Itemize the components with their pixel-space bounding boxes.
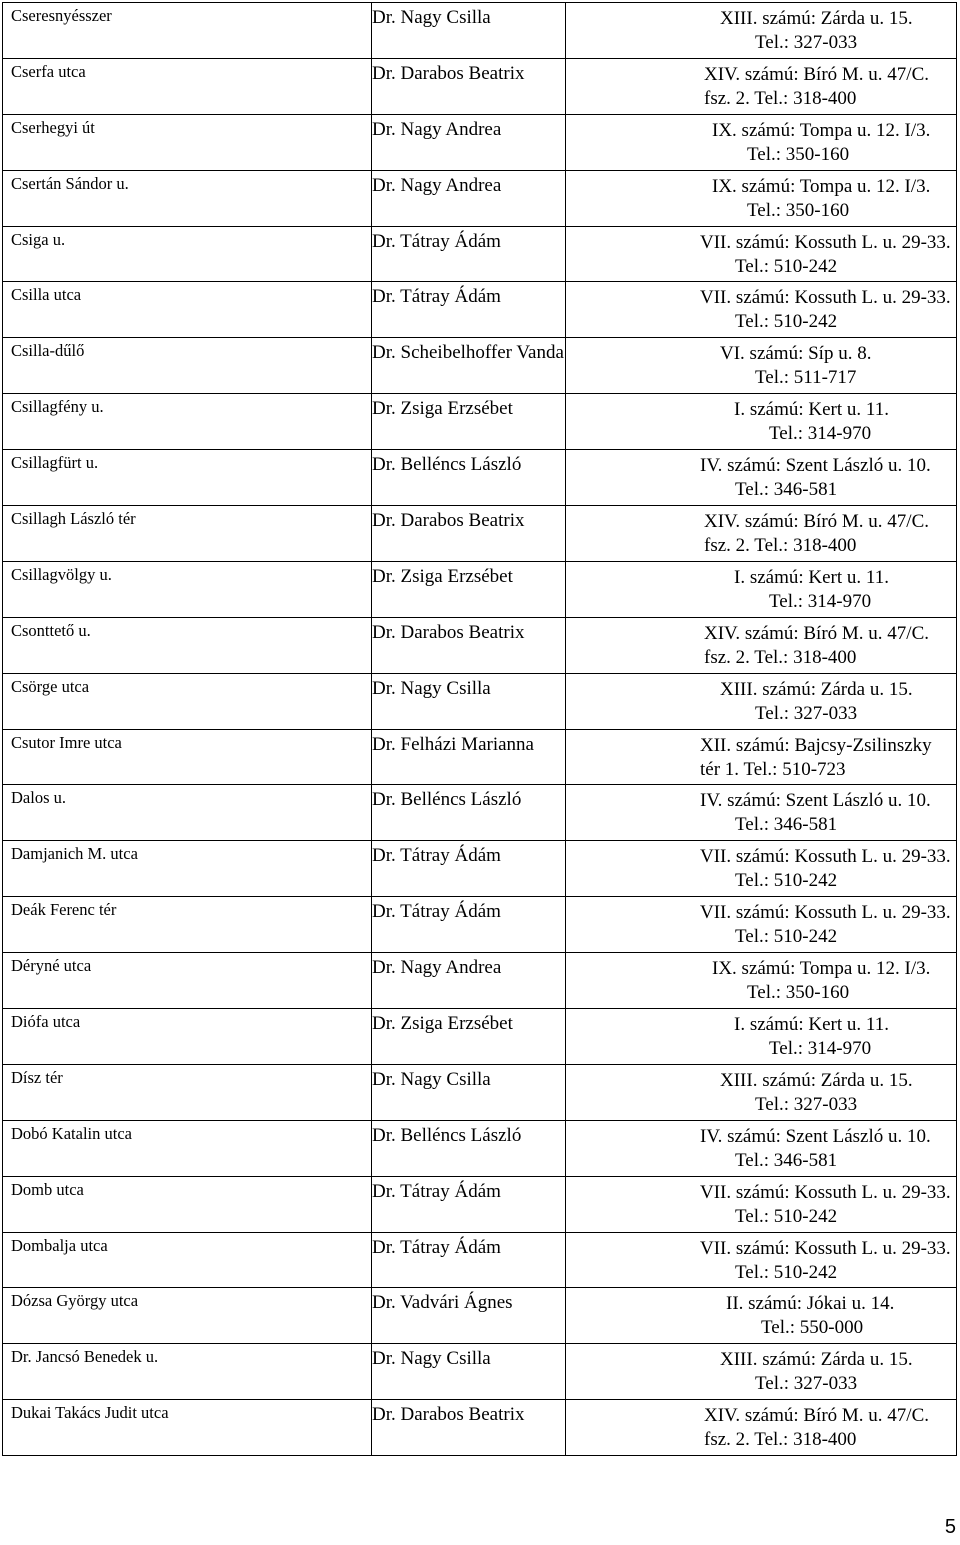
street-name: Csillagh László tér <box>11 509 136 529</box>
street-name-cell <box>3 953 372 1009</box>
office-address: IX. számú: Tompa u. 12. I/3. <box>712 175 931 197</box>
address-cell <box>566 1176 957 1232</box>
office-address: VII. számú: Kossuth L. u. 29-33. <box>700 231 951 253</box>
doctor-name-cell <box>372 1232 566 1288</box>
address-cell <box>566 729 957 785</box>
address-cell <box>566 953 957 1009</box>
office-address: I. számú: Kert u. 11. <box>734 566 889 588</box>
office-address: XIII. számú: Zárda u. 15. <box>720 8 913 29</box>
address-cell <box>566 1009 957 1065</box>
table-row <box>3 841 957 897</box>
doctor-name-cell <box>372 729 566 785</box>
office-address: VII. számú: Kossuth L. u. 29-33. <box>700 1181 951 1203</box>
street-name: Csillagvölgy u. <box>11 564 112 584</box>
doctor-name: Dr. Zsiga Erzsébet <box>372 1013 513 1035</box>
address-cell <box>566 338 957 394</box>
doctor-name: Dr. Belléncs László <box>372 1124 522 1146</box>
street-name: Csonttető u. <box>11 620 91 640</box>
office-phone: Tel.: 327-033 <box>755 32 858 53</box>
office-address: XII. számú: Bajcsy-Zsilinszky <box>700 734 932 756</box>
street-name: Dalos u. <box>11 788 66 808</box>
doctor-name-cell <box>372 450 566 506</box>
address-cell <box>566 1120 957 1176</box>
doctor-name-cell <box>372 617 566 673</box>
street-name: Domb utca <box>11 1179 84 1199</box>
street-name-cell <box>3 673 372 729</box>
table-row <box>3 1009 957 1065</box>
street-name-cell <box>3 1176 372 1232</box>
table-row <box>3 1288 957 1344</box>
office-address: IV. számú: Szent László u. 10. <box>700 1125 931 1147</box>
address-cell <box>566 3 957 59</box>
street-name: Dobó Katalin utca <box>11 1123 132 1143</box>
table-row <box>3 1064 957 1120</box>
office-phone: Tel.: 327-033 <box>755 1373 858 1395</box>
address-cell <box>566 282 957 338</box>
table-row <box>3 617 957 673</box>
street-name-cell <box>3 338 372 394</box>
address-cell <box>566 1232 957 1288</box>
office-address: XIII. számú: Zárda u. 15. <box>720 1349 913 1371</box>
doctor-name-cell <box>372 1064 566 1120</box>
doctor-name-cell <box>372 114 566 170</box>
doctor-name: Dr. Nagy Csilla <box>372 1068 491 1090</box>
table-row <box>3 785 957 841</box>
table-row <box>3 338 957 394</box>
table-row <box>3 729 957 785</box>
table-row <box>3 561 957 617</box>
street-name-cell <box>3 1288 372 1344</box>
street-name-cell <box>3 58 372 114</box>
street-name: Déryné utca <box>11 956 92 976</box>
street-name: Csillagfény u. <box>11 397 104 417</box>
office-address: XIV. számú: Bíró M. u. 47/C. <box>704 511 930 533</box>
office-address: II. számú: Jókai u. 14. <box>726 1293 895 1315</box>
office-phone: Tel.: 346-581 <box>735 1149 838 1171</box>
address-cell <box>566 841 957 897</box>
table-row <box>3 3 957 59</box>
office-address: IX. számú: Tompa u. 12. I/3. <box>712 958 931 980</box>
street-name: Dombalja utca <box>11 1235 108 1255</box>
office-address: IV. számú: Szent László u. 10. <box>700 790 931 812</box>
office-phone: tér 1. Tel.: 510-723 <box>700 758 846 780</box>
doctor-name: Dr. Zsiga Erzsébet <box>372 398 513 420</box>
office-phone: Tel.: 350-160 <box>747 982 850 1004</box>
office-phone: Tel.: 327-033 <box>755 702 858 724</box>
office-phone: Tel.: 350-160 <box>747 143 850 165</box>
office-address: IX. számú: Tompa u. 12. I/3. <box>712 119 931 141</box>
office-phone: Tel.: 510-242 <box>735 1261 838 1283</box>
table-row <box>3 673 957 729</box>
doctor-name: Dr. Nagy Csilla <box>372 7 491 28</box>
street-name: Csilla-dűlő <box>11 341 85 361</box>
table-row <box>3 450 957 506</box>
office-address: I. számú: Kert u. 11. <box>734 399 889 421</box>
office-phone: Tel.: 510-242 <box>735 255 838 277</box>
address-cell <box>566 897 957 953</box>
street-name-cell <box>3 282 372 338</box>
doctor-name: Dr. Nagy Csilla <box>372 677 491 699</box>
street-name: Csilla utca <box>11 285 82 305</box>
doctor-name-cell <box>372 282 566 338</box>
office-address: VII. számú: Kossuth L. u. 29-33. <box>700 287 951 309</box>
doctor-name: Dr. Tátray Ádám <box>372 845 501 867</box>
street-name-cell <box>3 506 372 562</box>
office-phone: Tel.: 510-242 <box>735 311 838 333</box>
doctor-name-cell <box>372 58 566 114</box>
page-number: 5 <box>944 1516 956 1538</box>
street-name: Cserfa utca <box>11 61 86 81</box>
doctor-name-cell <box>372 897 566 953</box>
address-cell <box>566 561 957 617</box>
office-phone: Tel.: 510-242 <box>735 926 838 948</box>
table-row <box>3 1344 957 1400</box>
street-name-cell <box>3 226 372 282</box>
office-address: XIII. számú: Zárda u. 15. <box>720 1069 913 1091</box>
office-phone: Tel.: 550-000 <box>761 1317 864 1339</box>
street-name-cell <box>3 114 372 170</box>
street-name-cell <box>3 617 372 673</box>
doctor-name: Dr. Belléncs László <box>372 789 522 811</box>
doctor-name: Dr. Tátray Ádám <box>372 1236 501 1258</box>
address-cell <box>566 1288 957 1344</box>
street-name-cell <box>3 3 372 59</box>
doctor-name: Dr. Darabos Beatrix <box>372 510 525 532</box>
table-row <box>3 953 957 1009</box>
table-row <box>3 1120 957 1176</box>
street-name: Dukai Takács Judit utca <box>11 1403 169 1423</box>
table-row <box>3 282 957 338</box>
doctor-name-cell <box>372 953 566 1009</box>
office-address: XIV. számú: Bíró M. u. 47/C. <box>704 1405 930 1427</box>
doctor-name: Dr. Darabos Beatrix <box>372 62 525 84</box>
street-name: Cserhegyi út <box>11 117 95 137</box>
office-address: XIV. számú: Bíró M. u. 47/C. <box>704 622 930 644</box>
address-cell <box>566 114 957 170</box>
doctor-name-cell <box>372 561 566 617</box>
street-name-cell <box>3 729 372 785</box>
office-address: XIII. számú: Zárda u. 15. <box>720 678 913 700</box>
office-address: VII. számú: Kossuth L. u. 29-33. <box>700 1237 951 1259</box>
street-name-cell <box>3 450 372 506</box>
table-row <box>3 114 957 170</box>
table-row <box>3 506 957 562</box>
doctor-name-cell <box>372 1400 566 1456</box>
street-name: Damjanich M. utca <box>11 844 138 864</box>
office-phone: fsz. 2. Tel.: 318-400 <box>704 1429 857 1451</box>
doctor-name: Dr. Scheibelhoffer Vanda <box>372 342 564 364</box>
office-phone: Tel.: 327-033 <box>755 1093 858 1115</box>
doctor-name: Dr. Tátray Ádám <box>372 901 501 923</box>
address-cell <box>566 450 957 506</box>
doctor-name-cell <box>372 338 566 394</box>
office-address: XIV. számú: Bíró M. u. 47/C. <box>704 63 930 85</box>
address-cell <box>566 1064 957 1120</box>
table-row <box>3 170 957 226</box>
address-cell <box>566 1344 957 1400</box>
street-name: Csutor Imre utca <box>11 732 122 752</box>
street-name: Dózsa György utca <box>11 1291 139 1311</box>
doctor-name: Dr. Belléncs László <box>372 454 522 476</box>
address-cell <box>566 58 957 114</box>
table-row <box>3 1400 957 1456</box>
doctor-name: Dr. Tátray Ádám <box>372 1180 501 1202</box>
street-name-cell <box>3 1064 372 1120</box>
address-cell <box>566 673 957 729</box>
district-table-body <box>3 3 957 1456</box>
street-name-cell <box>3 561 372 617</box>
address-cell <box>566 506 957 562</box>
office-phone: Tel.: 510-242 <box>735 870 838 892</box>
street-name: Diófa utca <box>11 1012 81 1032</box>
district-table <box>2 2 957 1456</box>
doctor-name: Dr. Felházi Marianna <box>372 733 534 755</box>
table-row <box>3 1176 957 1232</box>
doctor-name-cell <box>372 394 566 450</box>
office-phone: Tel.: 350-160 <box>747 199 850 221</box>
office-phone: Tel.: 314-970 <box>769 423 872 445</box>
office-address: VII. számú: Kossuth L. u. 29-33. <box>700 846 951 868</box>
doctor-name-cell <box>372 1176 566 1232</box>
office-phone: Tel.: 510-242 <box>735 1205 838 1227</box>
table-row <box>3 897 957 953</box>
doctor-name: Dr. Nagy Andrea <box>372 957 502 979</box>
street-name-cell <box>3 1120 372 1176</box>
doctor-name: Dr. Nagy Andrea <box>372 118 502 140</box>
doctor-name: Dr. Tátray Ádám <box>372 286 501 308</box>
doctor-name-cell <box>372 226 566 282</box>
office-phone: Tel.: 511-717 <box>755 367 857 389</box>
office-address: VII. számú: Kossuth L. u. 29-33. <box>700 902 951 924</box>
doctor-name-cell <box>372 1288 566 1344</box>
doctor-name-cell <box>372 170 566 226</box>
office-phone: Tel.: 314-970 <box>769 1038 872 1060</box>
office-address: I. számú: Kert u. 11. <box>734 1014 889 1036</box>
street-name-cell <box>3 394 372 450</box>
street-name: Csillagfürt u. <box>11 453 99 473</box>
doctor-name-cell <box>372 1009 566 1065</box>
street-name-cell <box>3 1232 372 1288</box>
street-name-cell <box>3 1009 372 1065</box>
street-name: Csertán Sándor u. <box>11 173 129 193</box>
office-phone: fsz. 2. Tel.: 318-400 <box>704 646 857 668</box>
street-name-cell <box>3 841 372 897</box>
doctor-name-cell <box>372 1120 566 1176</box>
doctor-name: Dr. Zsiga Erzsébet <box>372 565 513 587</box>
street-name: Dísz tér <box>11 1067 63 1087</box>
street-name: Csörge utca <box>11 676 90 696</box>
address-cell <box>566 1400 957 1456</box>
office-address: VI. számú: Síp u. 8. <box>720 343 872 365</box>
doctor-name: Dr. Nagy Andrea <box>372 174 502 196</box>
street-name: Csiga u. <box>11 229 66 249</box>
street-name-cell <box>3 897 372 953</box>
office-phone: fsz. 2. Tel.: 318-400 <box>704 535 857 557</box>
table-row <box>3 58 957 114</box>
street-name: Cseresnyésszer <box>11 6 112 25</box>
doctor-name: Dr. Vadvári Ágnes <box>372 1292 513 1314</box>
office-phone: Tel.: 346-581 <box>735 479 838 501</box>
doctor-name-cell <box>372 841 566 897</box>
street-name-cell <box>3 785 372 841</box>
street-name-cell <box>3 170 372 226</box>
address-cell <box>566 394 957 450</box>
street-name-cell <box>3 1344 372 1400</box>
doctor-name: Dr. Darabos Beatrix <box>372 1404 525 1426</box>
street-name: Dr. Jancsó Benedek u. <box>11 1347 159 1367</box>
table-row <box>3 226 957 282</box>
doctor-name-cell <box>372 3 566 59</box>
doctor-name-cell <box>372 673 566 729</box>
street-name-cell <box>3 1400 372 1456</box>
address-cell <box>566 617 957 673</box>
table-row <box>3 1232 957 1288</box>
table-row <box>3 394 957 450</box>
doctor-name-cell <box>372 506 566 562</box>
office-phone: fsz. 2. Tel.: 318-400 <box>704 87 857 109</box>
doctor-name-cell <box>372 785 566 841</box>
address-cell <box>566 226 957 282</box>
address-cell <box>566 785 957 841</box>
doctor-name: Dr. Darabos Beatrix <box>372 621 525 643</box>
office-address: IV. számú: Szent László u. 10. <box>700 455 931 477</box>
doctor-name: Dr. Nagy Csilla <box>372 1348 491 1370</box>
doctor-name: Dr. Tátray Ádám <box>372 230 501 252</box>
office-phone: Tel.: 314-970 <box>769 590 872 612</box>
doctor-name-cell <box>372 1344 566 1400</box>
street-name: Deák Ferenc tér <box>11 900 117 920</box>
office-phone: Tel.: 346-581 <box>735 814 838 836</box>
address-cell <box>566 170 957 226</box>
